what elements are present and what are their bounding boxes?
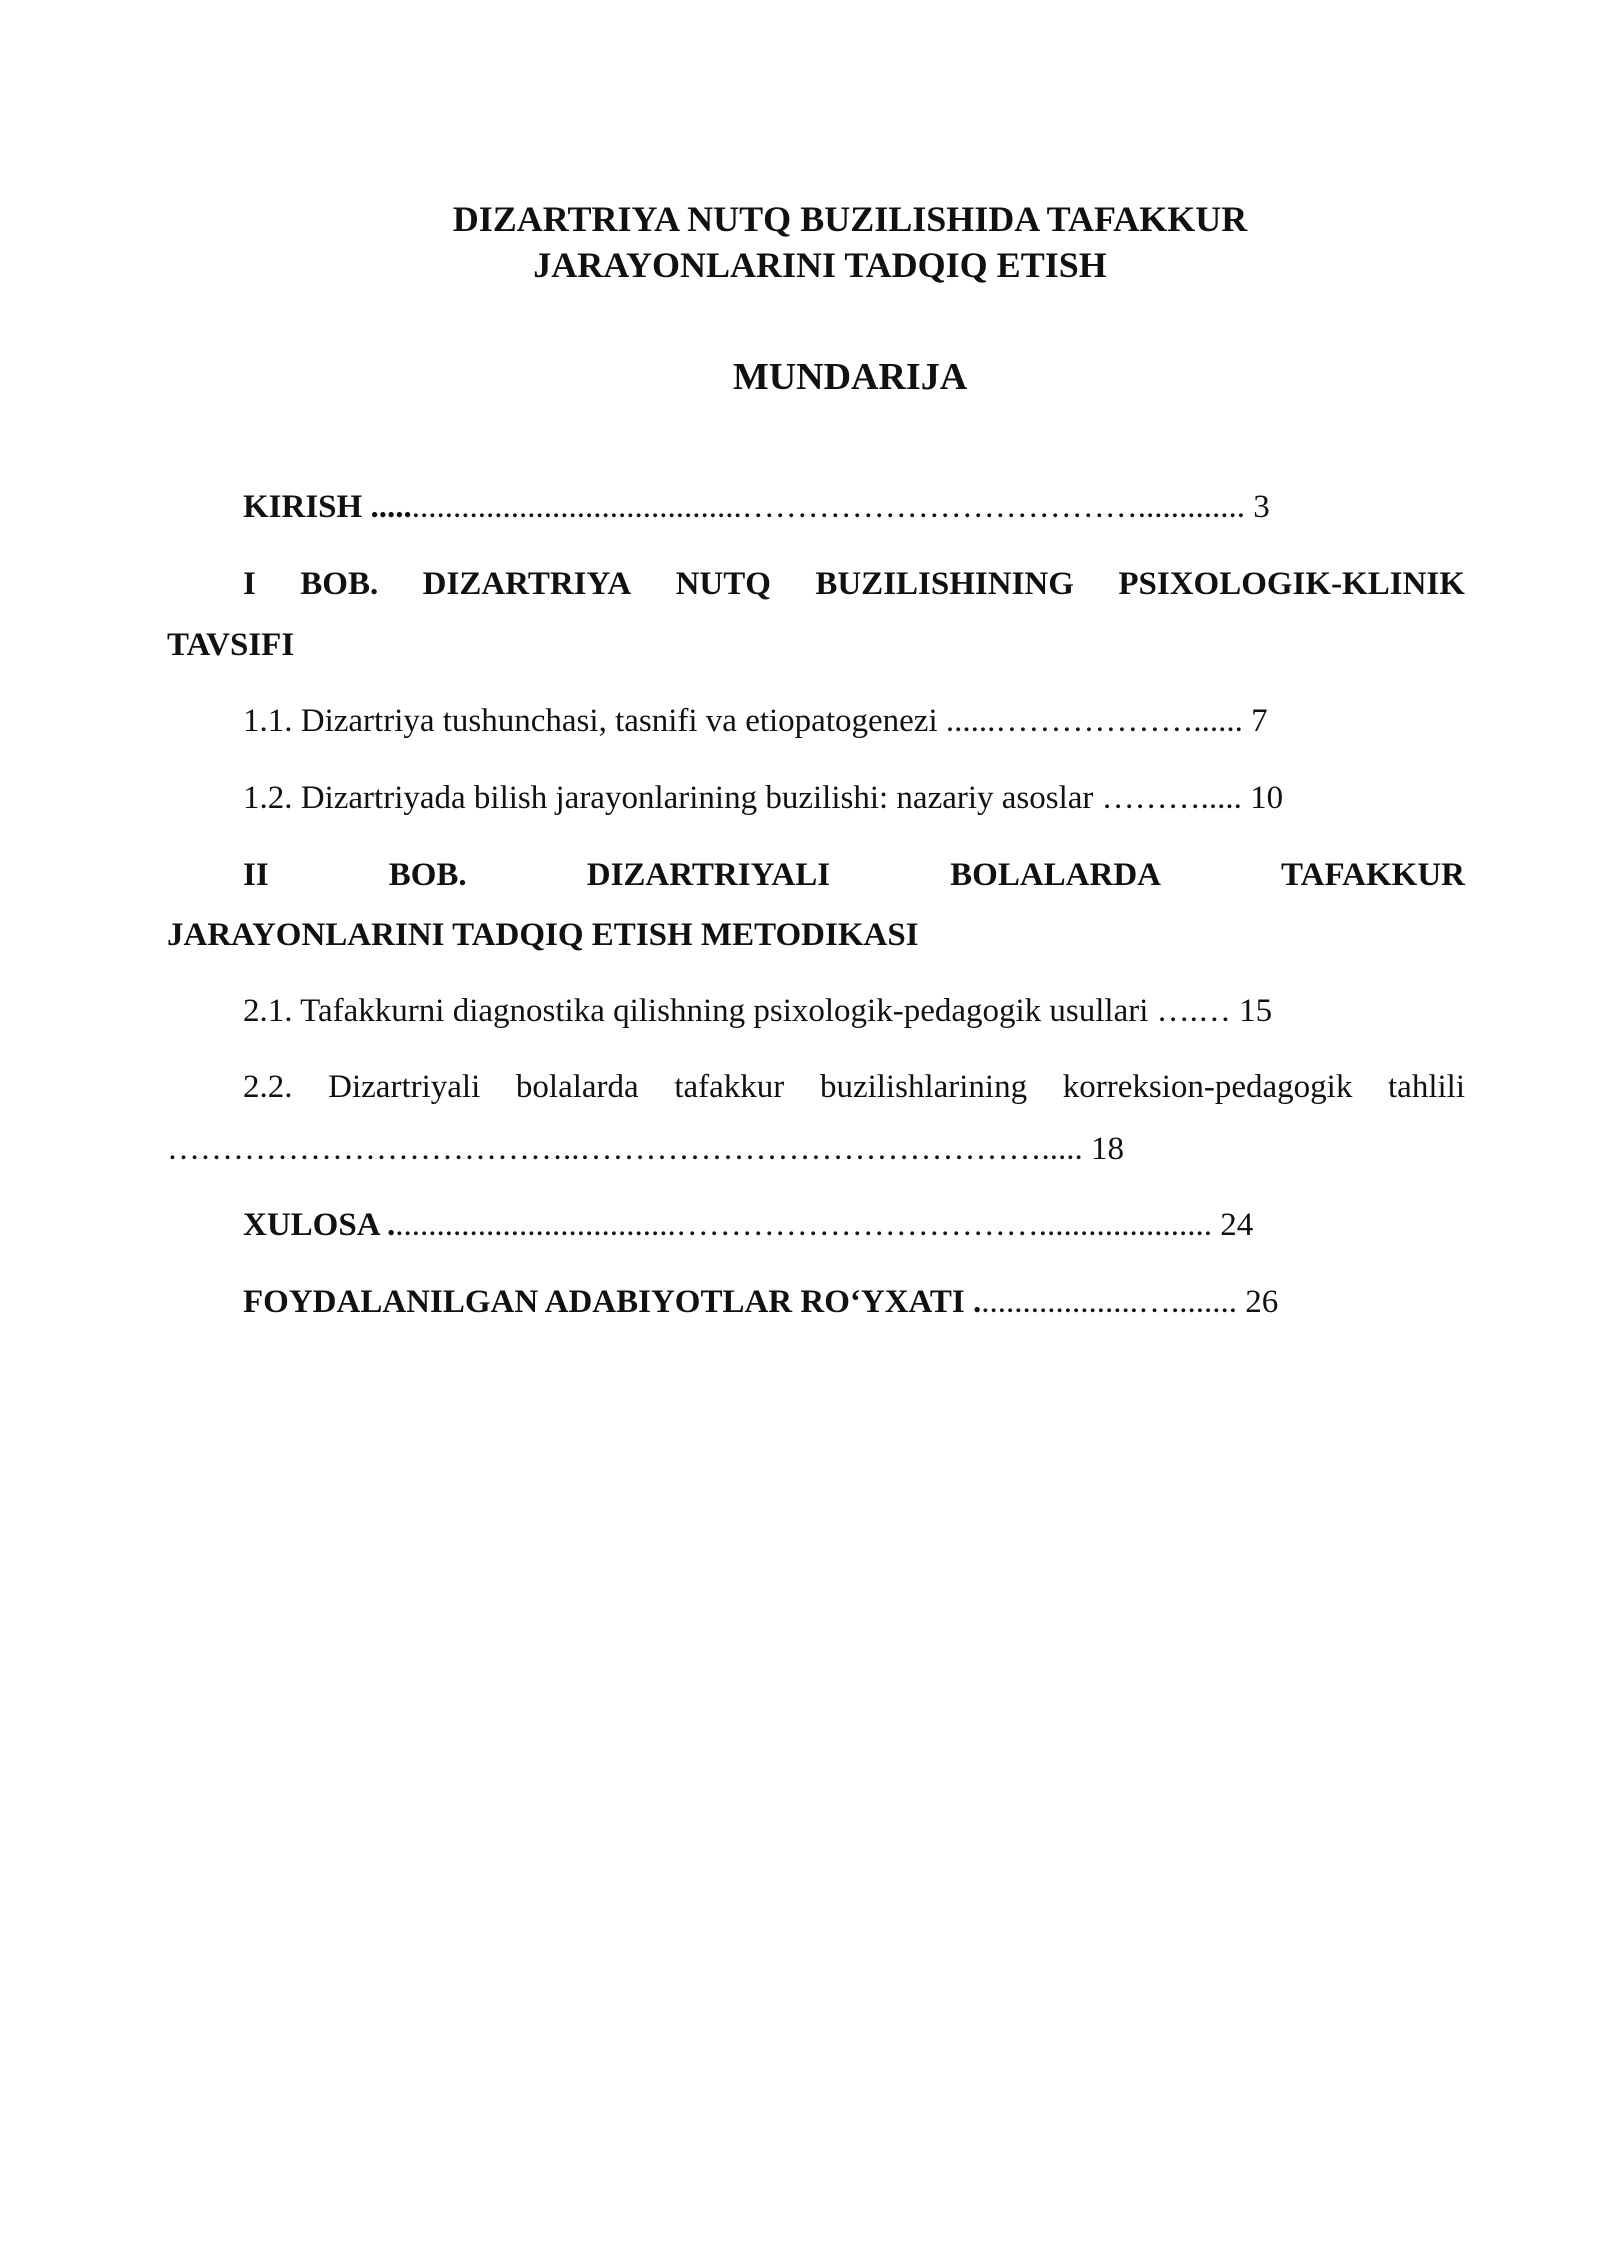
document-title-line1: DIZARTRIYA NUTQ BUZILISHIDA TAFAKKUR bbox=[452, 199, 1248, 239]
toc-word: II bbox=[243, 857, 269, 893]
toc-heading: MUNDARIJA bbox=[732, 356, 968, 398]
toc-entry-references-label: FOYDALANILGAN ADABIYOTLAR RO‘YXATI . bbox=[243, 1284, 982, 1320]
toc-word: PSIXOLOGIK-KLINIK bbox=[1118, 566, 1465, 602]
toc-word: NUTQ bbox=[675, 566, 771, 602]
toc-word: BOB. bbox=[388, 857, 467, 893]
toc-chapter-1-line2[interactable]: TAVSIFI bbox=[167, 627, 295, 663]
toc-word: TAFAKKUR bbox=[1281, 857, 1465, 893]
toc-entry-xulosa-label: XULOSA . bbox=[243, 1207, 396, 1243]
toc-entry-xulosa[interactable] bbox=[243, 1204, 1253, 1246]
toc-entry-2-1[interactable]: 2.1. Tafakkurni diagnostika qilishning psixologik-pedagogik usullari ….… 15 bbox=[243, 993, 1273, 1029]
toc-entry-2-2-line2[interactable]: ………………………………..……………………………………..... 18 bbox=[167, 1131, 1124, 1167]
toc-entry-1-1[interactable]: 1.1. Dizartriya tushunchasi, tasnifi va etiopatogenezi ......………………...... 7 bbox=[243, 703, 1268, 739]
toc-word: buzilishlarining bbox=[819, 1069, 1028, 1105]
document-title-line2: JARAYONLARINI TADQIQ ETISH bbox=[533, 245, 1107, 285]
toc-word: Dizartriyali bbox=[328, 1069, 481, 1105]
toc-entry-references[interactable] bbox=[243, 1281, 1278, 1323]
toc-entry-references-leader: ...................…........ 26 bbox=[981, 1284, 1279, 1320]
toc-chapter-1-line1[interactable] bbox=[243, 563, 1465, 605]
toc-entry-xulosa-leader: ..................................……………………………..................... 24 bbox=[395, 1207, 1254, 1243]
toc-entry-kirish[interactable] bbox=[243, 486, 1270, 528]
toc-word: bolalarda bbox=[515, 1069, 639, 1105]
toc-word: DIZARTRIYALI bbox=[586, 857, 831, 893]
toc-word: tahlili bbox=[1388, 1069, 1465, 1105]
toc-chapter-2-line2[interactable]: JARAYONLARINI TADQIQ ETISH METODIKASI bbox=[167, 917, 919, 953]
toc-word: BUZILISHINING bbox=[815, 566, 1074, 602]
toc-word: BOB. bbox=[300, 566, 379, 602]
toc-word: BOLALARDA bbox=[950, 857, 1161, 893]
toc-entry-kirish-label: KIRISH ..... bbox=[243, 489, 412, 525]
toc-word: korreksion-pedagogik bbox=[1062, 1069, 1353, 1105]
toc-entry-2-2-line1[interactable] bbox=[243, 1066, 1465, 1108]
toc-word: I bbox=[243, 566, 256, 602]
toc-entry-kirish-leader: ........................................………………………………............. 3 bbox=[411, 489, 1270, 525]
toc-entry-1-2[interactable]: 1.2. Dizartriyada bilish jarayonlarining buzilishi: nazariy asoslar ………..... 10 bbox=[243, 780, 1284, 816]
toc-word: DIZARTRIYA bbox=[422, 566, 632, 602]
toc-word: tafakkur bbox=[674, 1069, 785, 1105]
toc-word: 2.2. bbox=[243, 1069, 293, 1105]
toc-chapter-2-line1[interactable] bbox=[243, 854, 1465, 896]
